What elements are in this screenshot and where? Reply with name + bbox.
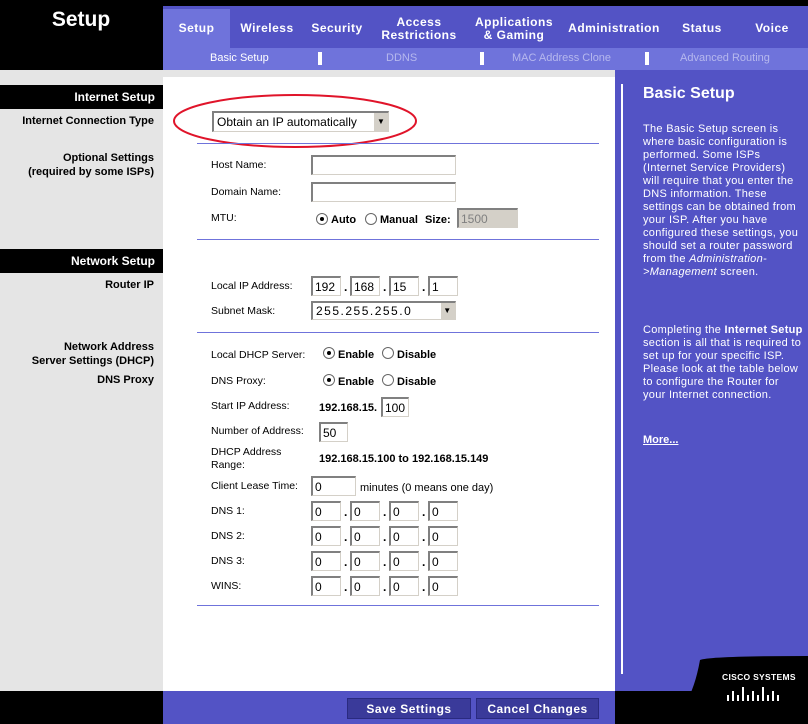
dot-separator: . [383,280,387,294]
mtu-size-input[interactable] [457,208,518,228]
subnav-basic-setup[interactable]: Basic Setup [210,52,269,64]
dns3-octet-1[interactable] [311,551,341,571]
wins-octet-2[interactable] [350,576,380,596]
divider [197,239,599,240]
divider [197,332,599,333]
page-title: Setup [51,8,111,31]
save-settings-button[interactable]: Save Settings [347,698,471,719]
mtu-auto-radio[interactable] [316,213,328,225]
dns3-octet-4[interactable] [428,551,458,571]
dns-proxy-disable-radio[interactable] [382,374,394,386]
tab-administration[interactable]: Administration [568,21,660,35]
help-p2-bold: Internet Setup [724,324,803,336]
help-title: Basic Setup [643,85,735,102]
tab-voice[interactable]: Voice [755,21,789,35]
dot-separator: . [344,555,348,569]
help-p2-b: section is all that is required to set up for your specific ISP. Please look at the table below to configure the Router for your Internet connection. [643,337,802,401]
dot-separator: . [344,505,348,519]
subnav-ddns[interactable]: DDNS [386,52,418,64]
connection-type-value: Obtain an IP automatically [217,115,357,129]
num-address-input[interactable] [319,422,348,442]
dhcp-range-label-2: Range: [211,459,245,471]
start-ip-input[interactable] [381,397,409,417]
divider [197,143,599,144]
domain-name-input[interactable] [311,182,456,202]
dhcp-enable-label: Enable [338,349,375,361]
dns1-octet-4[interactable] [428,501,458,521]
dns1-label: DNS 1: [211,505,245,517]
subnav-separator [480,52,484,65]
mtu-label: MTU: [211,212,237,224]
tab-applications-gaming[interactable]: Applications & Gaming [474,14,553,42]
chevron-down-icon[interactable]: ▼ [440,303,455,319]
mtu-auto-label: Auto [331,214,357,226]
dhcp-range-value: 192.168.15.100 to 192.168.15.149 [319,453,489,465]
dot-separator: . [383,580,387,594]
dot-separator: . [383,555,387,569]
help-p1-end: screen. [720,266,759,278]
section-network-setup: Network Setup [0,249,163,273]
tab-security[interactable]: Security [311,21,363,35]
tab-wireless[interactable]: Wireless [240,21,294,35]
num-address-label: Number of Address: [211,425,304,437]
divider [197,605,599,606]
dot-separator: . [422,280,426,294]
dhcp-enable-radio[interactable] [323,347,335,359]
start-ip-prefix: 192.168.15. [319,402,378,414]
mtu-manual-radio[interactable] [365,213,377,225]
dns2-octet-3[interactable] [389,526,419,546]
subnet-mask-select[interactable] [311,301,456,320]
lease-time-label: Client Lease Time: [211,480,298,492]
dot-separator: . [422,555,426,569]
dhcp-disable-radio[interactable] [382,347,394,359]
subnav-mac-clone[interactable]: MAC Address Clone [512,52,612,64]
wins-octet-4[interactable] [428,576,458,596]
dns-proxy-enable-radio[interactable] [323,374,335,386]
cancel-changes-button[interactable]: Cancel Changes [476,698,599,719]
label-optional-settings: Optional Settings [62,152,154,164]
dot-separator: . [344,280,348,294]
subnav-separator [318,52,322,65]
local-ip-label: Local IP Address: [211,280,293,292]
help-p2-a: Completing the [643,324,722,336]
label-dhcp-2: Server Settings (DHCP) [31,355,154,367]
wins-octet-3[interactable] [389,576,419,596]
lease-time-note: minutes (0 means one day) [360,482,494,494]
help-paragraph-1 [643,123,801,279]
local-ip-octet-4[interactable] [428,276,458,296]
dns2-octet-1[interactable] [311,526,341,546]
dhcp-range-label-1: DHCP Address [211,446,282,458]
cisco-logo-text: CISCO SYSTEMS [722,672,796,682]
dhcp-disable-label: Disable [397,349,437,361]
help-paragraph-2 [643,324,803,402]
local-ip-octet-1[interactable] [311,276,341,296]
help-p1-italic: Administration->Management [643,253,767,278]
local-ip-octet-3[interactable] [389,276,419,296]
chevron-down-icon[interactable]: ▼ [373,113,388,131]
dns3-octet-3[interactable] [389,551,419,571]
label-optional-settings-sub: (required by some ISPs) [28,166,154,178]
mtu-size-label: Size: [425,214,451,226]
subnav-advanced-routing[interactable]: Advanced Routing [680,52,770,64]
label-dns-proxy: DNS Proxy [97,374,154,386]
wins-octet-1[interactable] [311,576,341,596]
mtu-manual-label: Manual [380,214,418,226]
help-p1-text: The Basic Setup screen is where basic configuration is performed. Some ISPs (Internet Service Providers) will require that you enter the DNS information. These settings can be obtained from your ISP. After you have configured these settings, you should set a router password from the [643,123,799,265]
host-name-label: Host Name: [211,159,267,171]
dns3-octet-2[interactable] [350,551,380,571]
footer-left [0,691,163,724]
host-name-input[interactable] [311,155,456,175]
main-top-strip [163,70,615,77]
dns1-octet-3[interactable] [389,501,419,521]
dot-separator: . [422,580,426,594]
wins-label: WINS: [211,580,242,592]
dns2-octet-2[interactable] [350,526,380,546]
dns1-octet-2[interactable] [350,501,380,521]
domain-name-label: Domain Name: [211,186,282,198]
start-ip-label: Start IP Address: [211,400,290,412]
more-link[interactable]: More... [643,434,679,446]
dns3-label: DNS 3: [211,555,245,567]
dns2-octet-4[interactable] [428,526,458,546]
subnet-mask-value: 255.255.255.0 [316,304,413,318]
tab-setup[interactable]: Setup [163,9,230,48]
subnet-mask-label: Subnet Mask: [211,305,276,317]
dot-separator: . [422,505,426,519]
local-ip-octet-2[interactable] [350,276,380,296]
lease-time-input[interactable] [311,476,356,496]
section-internet-setup: Internet Setup [0,85,163,109]
label-dhcp-1: Network Address [63,341,154,353]
cisco-logo-icon [725,685,787,707]
subnav-separator [645,52,649,65]
dns2-label: DNS 2: [211,530,245,542]
tab-access-restrictions[interactable]: Access Restrictions [381,14,457,42]
dot-separator: . [344,580,348,594]
dot-separator: . [344,530,348,544]
dot-separator: . [383,505,387,519]
dot-separator: . [422,530,426,544]
label-connection-type: Internet Connection Type [22,115,154,127]
dns1-octet-1[interactable] [311,501,341,521]
dns-proxy-disable-label: Disable [397,376,437,388]
dhcp-server-label: Local DHCP Server: [211,349,306,361]
dns-proxy-enable-label: Enable [338,376,375,388]
dns-proxy-label: DNS Proxy: [211,375,266,387]
tab-status[interactable]: Status [682,21,722,35]
dot-separator: . [383,530,387,544]
label-router-ip: Router IP [105,279,154,291]
